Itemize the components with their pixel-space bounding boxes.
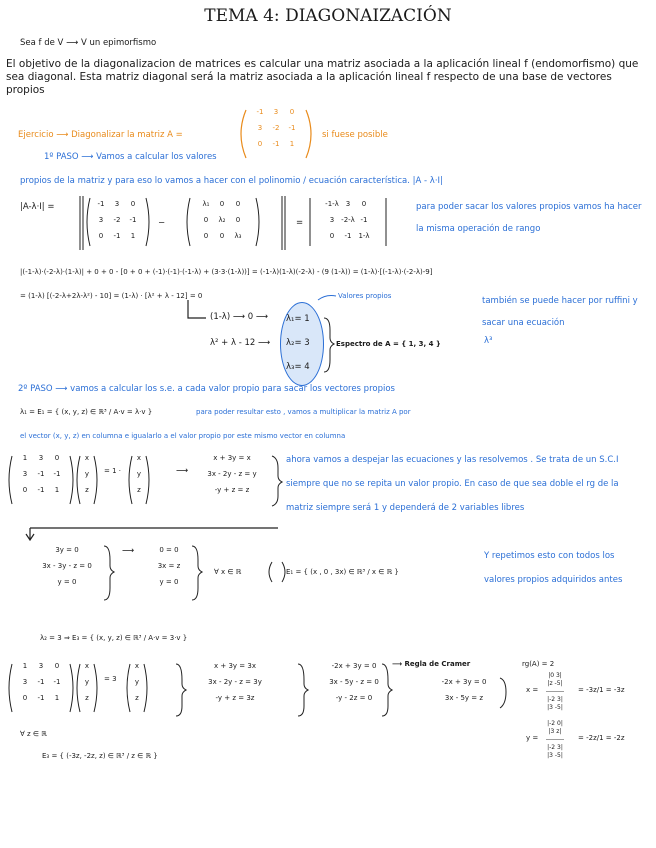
step-2-explanation-2: el vector (x, y, z) en columna e igualarlo a el valor propio por este mismo vector en columna	[20, 432, 346, 440]
sys1-vector-cell: y	[84, 470, 90, 478]
sys1-matrix-cell: 0	[54, 454, 60, 462]
det-lambda-cell: 0	[219, 200, 225, 208]
sys1-matrix-cell: -1	[37, 470, 45, 478]
det-lambda-cell: 0	[235, 200, 241, 208]
intro-paragraph: El objetivo de la diagonalizacion de matrices es calcular una matriz asociada a la aplicación lineal f (endomorfismo) que sea diagonal. Esta matriz diagonal será la matriz asociada a la aplicación lineal f respecto de una base de vectores propios	[6, 58, 639, 96]
det-a-cell: 1	[130, 232, 136, 240]
eigenvalue-2: λ₂= 3	[286, 338, 310, 348]
sys2-vector-cell: x	[84, 662, 90, 670]
sys2-cramer-cell: -2x + 3y = 0	[441, 678, 487, 686]
eigenvalues-label: Valores propios	[338, 292, 392, 300]
matrix-a-cell: -2	[272, 124, 280, 132]
det-result-cell: -1	[360, 216, 368, 224]
det-a-cell: 0	[130, 200, 136, 208]
equals-sign: =	[296, 218, 304, 228]
det-a-cell: -2	[113, 216, 121, 224]
det-result-cell: -2-λ	[341, 216, 355, 224]
spectrum: Espectro de A = { 1, 3, 4 }	[336, 340, 441, 348]
eigenspace-definition: λ₁ = E₁ = { (x, y, z) ∈ ℝ³ / A·v = λ·v }	[20, 408, 153, 416]
sys2-matrix-cell: 0	[22, 694, 28, 702]
x-solution-label: x =	[526, 686, 539, 694]
sys2-reduced-cell: -y - 2z = 0	[335, 694, 373, 702]
det-a-cell: 3	[114, 200, 120, 208]
det-lambda-cell: 0	[235, 216, 241, 224]
sys1-equation-cell: 3x - 2y - z = y	[207, 470, 257, 478]
det-lambda-cell: λ₃	[234, 232, 242, 240]
expansion-line-2: = (1-λ) [(-2-λ+2λ-λ²) - 10] = (1-λ) · [λ² + λ - 12] = 0	[20, 292, 203, 300]
sys1-equation-cell: x + 3y = x	[213, 454, 251, 462]
sys1-matrix-cell: -1	[53, 470, 61, 478]
y-solution-label: y =	[526, 734, 539, 742]
det-result-cell: 0	[361, 200, 367, 208]
sys1-vector-rhs-cell: y	[136, 470, 142, 478]
sys1-matrix-cell: 0	[22, 486, 28, 494]
ruffini-note: también se puede hacer por ruffini y sacar una ecuación	[482, 296, 638, 328]
det-a-cell: -1	[129, 216, 137, 224]
matrix-a-cell: -1	[288, 124, 296, 132]
det-lambda-cell: 0	[203, 216, 209, 224]
sys2-reduced-cell: 3x - 5y - z = 0	[329, 678, 379, 686]
sys1-reduced-cell: 3y = 0	[55, 546, 79, 554]
sys2-equation-cell: -y + z = 3z	[215, 694, 255, 702]
sys2-matrix-cell: 3	[38, 662, 44, 670]
step-1-description: propios de la matriz y para eso lo vamos a hacer con el polinomio / ecuación característica. |A - λ·I|	[20, 176, 443, 186]
sys1-result-cell: 0 = 0	[159, 546, 179, 554]
det-a-cell: -1	[97, 200, 105, 208]
matrix-a-cell: 3	[257, 124, 263, 132]
det-result-cell: 0	[329, 232, 335, 240]
lambda-cubed: λ³	[484, 336, 493, 346]
sys1-matrix-cell: 1	[54, 486, 60, 494]
det-result-cell: 1-λ	[358, 232, 370, 240]
cramer-rule: ⟶ Regla de Cramer	[392, 660, 471, 668]
det-lambda-cell: λ₁	[202, 200, 210, 208]
sys2-reduced-cell: -2x + 3y = 0	[331, 662, 377, 670]
exercise-condition: si fuese posible	[322, 130, 388, 140]
det-a-cell: 3	[98, 216, 104, 224]
sys1-matrix-cell: 1	[22, 454, 28, 462]
sys2-cramer-cell: 3x - 5y = z	[444, 694, 484, 702]
forall-z: ∀ z ∈ ℝ	[20, 730, 47, 738]
sys1-reduced-cell: 3x - 3y - z = 0	[42, 562, 92, 570]
sys1-matrix-cell: 3	[22, 470, 28, 478]
sys2-matrix-cell: -1	[53, 678, 61, 686]
sci-note: ahora vamos a despejar las ecuaciones y las resolvemos . Se trata de un S.C.I siempre que no se repita un valor propio. En caso de que sea doble el rg de la matriz siempre será 1 y dependerá de 2 variables libres	[286, 455, 619, 513]
determinant-label: |A-λ·I| =	[20, 202, 55, 212]
step-2-explanation: para poder resultar esto , vamos a multiplicar la matriz A por	[196, 408, 411, 416]
rank-note: para poder sacar los valores propios vamos ha hacer la misma operación de rango	[416, 202, 642, 234]
sys2-matrix-cell: -1	[37, 694, 45, 702]
sys2-matrix-cell: -1	[37, 678, 45, 686]
sys2-vector-rhs-cell: x	[134, 662, 140, 670]
x-solution-result: = -3z/1 = -3z	[578, 686, 625, 694]
sys1-equation-cell: -y + z = z	[214, 486, 250, 494]
eigenvalue-3: λ₃= 4	[286, 362, 310, 372]
det-lambda-cell: λ₂	[218, 216, 226, 224]
det-a-cell: 0	[98, 232, 104, 240]
y-solution-result: = -2z/1 = -2z	[578, 734, 625, 742]
system-1-scalar: = 1 ·	[104, 467, 121, 475]
sys1-matrix-cell: -1	[37, 486, 45, 494]
sys1-result-cell: y = 0	[159, 578, 179, 586]
matrix-a-cell: 1	[289, 140, 295, 148]
sys2-matrix-cell: 1	[54, 694, 60, 702]
sys1-result-cell: 3x = z	[157, 562, 181, 570]
y-fraction: |-2 0| |3 z| ――― |-2 3| |3 -5|	[546, 720, 564, 759]
sys1-matrix-cell: 3	[38, 454, 44, 462]
matrix-a-cell: 0	[257, 140, 263, 148]
det-result-cell: 3	[345, 200, 351, 208]
epimorfismo-line: Sea f de V ⟶ V un epimorfismo	[20, 38, 157, 48]
sys2-vector-cell: z	[85, 694, 89, 702]
root-factor-1: (1-λ) ⟶ 0 ⟶	[210, 312, 269, 322]
sys2-vector-rhs-cell: y	[134, 678, 140, 686]
matrix-a-cell: 3	[273, 108, 279, 116]
sys2-vector-rhs-cell: z	[135, 694, 139, 702]
system-2-scalar: = 3	[104, 675, 117, 683]
lambda-2-eigenspace-definition: λ₂ = 3 ⇒ E₃ = { (x, y, z) ∈ ℝ³ / A·v = 3·v }	[40, 634, 188, 642]
sys2-equation-cell: 3x - 2y - z = 3y	[208, 678, 262, 686]
arrow: ⟶	[122, 546, 135, 556]
eigenspace-e1: E₁ = { (x , 0 , 3x) ∈ ℝ³ / x ∈ ℝ }	[286, 568, 399, 576]
matrix-a-cell: -1	[256, 108, 264, 116]
forall-x: ∀ x ∈ ℝ	[214, 568, 242, 576]
step-2-heading: 2º PASO ⟶ vamos a calcular los s.e. a cada valor propio para sacar los vectores propios	[18, 384, 395, 394]
matrix-a-cell: 0	[289, 108, 295, 116]
sys1-vector-rhs-cell: x	[136, 454, 142, 462]
eigenvalue-1: λ₁= 1	[286, 314, 310, 324]
root-factor-2: λ² + λ - 12 ⟶	[210, 338, 271, 348]
sys1-reduced-cell: y = 0	[57, 578, 77, 586]
sys2-matrix-cell: 1	[22, 662, 28, 670]
sys2-matrix-cell: 0	[54, 662, 60, 670]
minus-sign: −	[158, 218, 166, 228]
sys1-vector-cell: x	[84, 454, 90, 462]
det-result-cell: 3	[329, 216, 335, 224]
x-fraction: |0 3| |z -5| ――― |-2 3| |3 -5|	[546, 672, 564, 711]
sys1-vector-cell: z	[85, 486, 89, 494]
step-1-heading: 1º PASO ⟶ Vamos a calcular los valores	[44, 152, 217, 162]
det-a-cell: -1	[113, 232, 121, 240]
eigenspace-e3: E₃ = { (-3z, -2z, z) ∈ ℝ³ / z ∈ ℝ }	[42, 752, 158, 760]
sys2-matrix-cell: 3	[22, 678, 28, 686]
det-result-cell: -1	[344, 232, 352, 240]
sys2-equation-cell: x + 3y = 3x	[214, 662, 256, 670]
det-result-cell: -1-λ	[325, 200, 339, 208]
matrix-a-cell: -1	[272, 140, 280, 148]
sys2-vector-cell: y	[84, 678, 90, 686]
expansion-line-1: |(-1-λ)·(-2-λ)·(1-λ)| + 0 + 0 - [0 + 0 + (-1)·(-1)·(-1-λ) + (3·3·(1-λ))] = (-1-λ)(1-λ)(-2-λ) - (9 (1-λ)) = (1-λ)·[(-1-λ)·(-2-λ)-9]	[20, 268, 433, 276]
det-lambda-cell: 0	[203, 232, 209, 240]
exercise-statement: Ejercicio ⟶ Diagonalizar la matriz A =	[18, 130, 183, 140]
det-lambda-cell: 0	[219, 232, 225, 240]
sys1-vector-rhs-cell: z	[137, 486, 141, 494]
arrow: ⟶	[176, 466, 189, 476]
page-title: TEMA 4: DIAGONAIZACIÓN	[204, 6, 452, 26]
matrix-rank: rg(A) = 2	[522, 660, 555, 668]
repeat-note: Y repetimos esto con todos los valores propios adquiridos antes	[484, 551, 623, 585]
